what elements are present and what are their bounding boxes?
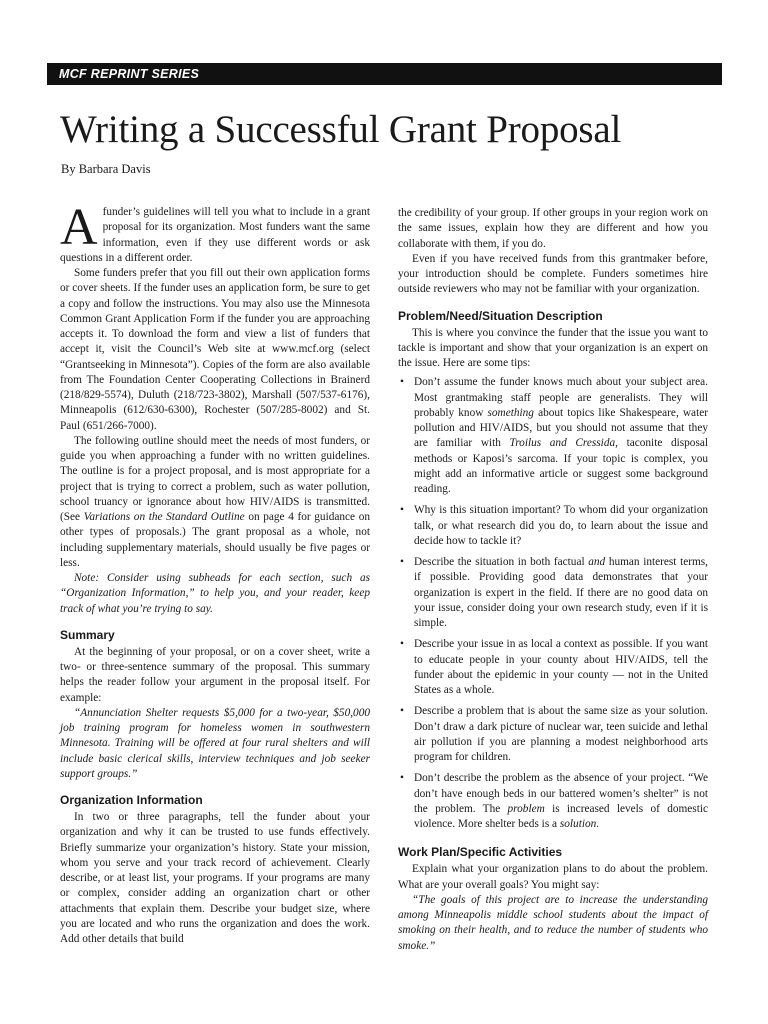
bullet-icon: •	[400, 705, 404, 718]
summary-paragraph: At the beginning of your proposal, or on a cover sheet, write a two- or three-sentence summary of the proposal. This summary helps the reader follow your argument in the proposal itself. For example:	[60, 645, 370, 704]
article-title: Writing a Successful Grant Proposal	[60, 108, 622, 151]
continued-paragraph: the credibility of your group. If other groups in your region work on the same issues, explain how they are different and how you collaborate with them, if you do.	[398, 207, 708, 250]
list-item: • Describe a problem that is about the same size as your solution. Don’t draw a dark picture of nuclear war, teen suicide and lethal air pollution if you are planning a modest neighborhood arts program for children.	[400, 705, 708, 763]
subheads-note: Note: Consider using subheads for each section, such as “Organization Information,” to help you, and your reader, keep track of what you’re trying to say.	[60, 572, 370, 615]
summary-heading: Summary	[60, 627, 115, 642]
organization-paragraph: In two or three paragraphs, tell the funder about your organization and why it can be trusted to use funds effectively. Briefly summarize your organization’s history. State your mission, whom you serve and your track record of achievement. Clearly describe, or at least list, your programs. If your programs are many or complex, consider adding an organization chart or other attachments that explain them. Describe your budget size, where you are located and who runs the organization and does the work. Add other details that build	[60, 811, 370, 945]
list-item: • Don’t describe the problem as the absence of your project. “We don’t have enough beds in our battered women’s shelter” is not the problem. The problem is increased levels of domestic violence. More shelter beds is a solution.	[400, 772, 708, 830]
bullet-icon: •	[400, 556, 404, 568]
right-column	[398, 206, 708, 954]
list-item: • Why is this situation important? To whom did your organization talk, or what research did you do, to learn about the issue and decide how to tackle it?	[400, 504, 708, 547]
organization-heading: Organization Information	[60, 793, 203, 807]
prior-funding-paragraph: Even if you have received funds from this grantmaker before, your introduction should be complete. Funders sometimes hire outside reviewers who may not be familiar with your organization.	[398, 252, 708, 296]
workplan-heading: Work Plan/Specific Activities	[398, 845, 563, 860]
drop-cap: A	[60, 199, 98, 256]
bullet-icon: •	[400, 504, 404, 517]
intro-text: funder’s guidelines will tell you what to include in a grant proposal for its organization. Most funders want the same information, even if they use different words or ask questions in a different order.	[60, 206, 370, 264]
left-column	[60, 199, 370, 947]
list-item: • Don’t assume the funder knows much about your subject area. Most grantmaking staff people are generalists. They will probably know something about topics like Shakespeare, water pollution and HIV/AIDS, but you should not assume that they are familiar with Troilus and Cressida, taconite disposal methods or Kaposi’s sarcoma. If your topic is complex, you might add an informative article or suggest some background reading.	[400, 376, 709, 495]
bullet-icon: •	[400, 638, 404, 651]
application-form-paragraph: Some funders prefer that you fill out their own application forms or cover sheets. If the funder uses an application form, be sure to get a copy and follow the instructions. You may also use the Minnesota Common Grant Application Form if the funder you are approaching accepts it. To download the form and view a list of funders that accept it, visit the Council’s Web site at www.mcf.org (select “Grantseeking in Minnesota”). Copies of the form are also available from The Foundation Center Cooperating Collections in Brainerd (218/829-5574), Duluth (218/723-3802), Marshall (507/537-6176), Minneapolis (612/630-6300), Rochester (507/285-8002) and St. Paul (651/266-7000).	[60, 267, 370, 432]
bullet-icon: •	[400, 772, 404, 785]
bullet-icon: •	[400, 376, 404, 389]
outline-paragraph: The following outline should meet the needs of most funders, or guide you when approaching a funder with no written guidelines. The outline is for a project proposal, and is most appropriate for a project that is trying to correct a problem, such as water pollution, school truancy or ignorance about how HIV/AIDS is transmitted. (See Variations on the Standard Outline on page 4 for guidance on other types of proposals.) The grant proposal as a whole, not including supplementary materials, should usually be five pages or less.	[60, 434, 370, 569]
variations-reference: Variations on the Standard Outline	[83, 511, 245, 523]
list-item: • Describe the situation in both factual and human interest terms, if possible. Providing good data demonstrates that your organization is expert in the field. If there are no good data on your issue, consider doing your own research study, even if it is simple.	[400, 556, 708, 629]
byline: By Barbara Davis	[61, 162, 151, 176]
problem-heading: Problem/Need/Situation Description	[398, 308, 603, 323]
problem-tips-list	[398, 375, 708, 832]
intro-paragraph	[60, 199, 370, 266]
problem-intro: This is where you convince the funder that the issue you want to tackle is important and show that your organization is an expert on the issue. Here are some tips:	[398, 326, 708, 369]
workplan-goals-quote: “The goals of this project are to increase the understanding among Minneapolis middle school students about the impact of smoking on their health, and to reduce the number of students who smoke.”	[398, 893, 708, 952]
workplan-paragraph: Explain what your organization plans to do about the problem. What are your overall goals? You might say:	[398, 863, 708, 891]
list-item: • Describe your issue in as local a context as possible. If you want to educate people in your county about HIV/AIDS, tell the funder about the epidemic in your county — not in the United States as a whole.	[400, 638, 708, 696]
series-banner: MCF REPRINT SERIES	[47, 63, 722, 85]
summary-example-quote: “Annunciation Shelter requests $5,000 for a two-year, $50,000 job training program for homeless women in southwestern Minnesota. Training will be offered at four rural shelters and will include basic clerical skills, interview techniques and job seeker support groups.”	[60, 706, 370, 780]
